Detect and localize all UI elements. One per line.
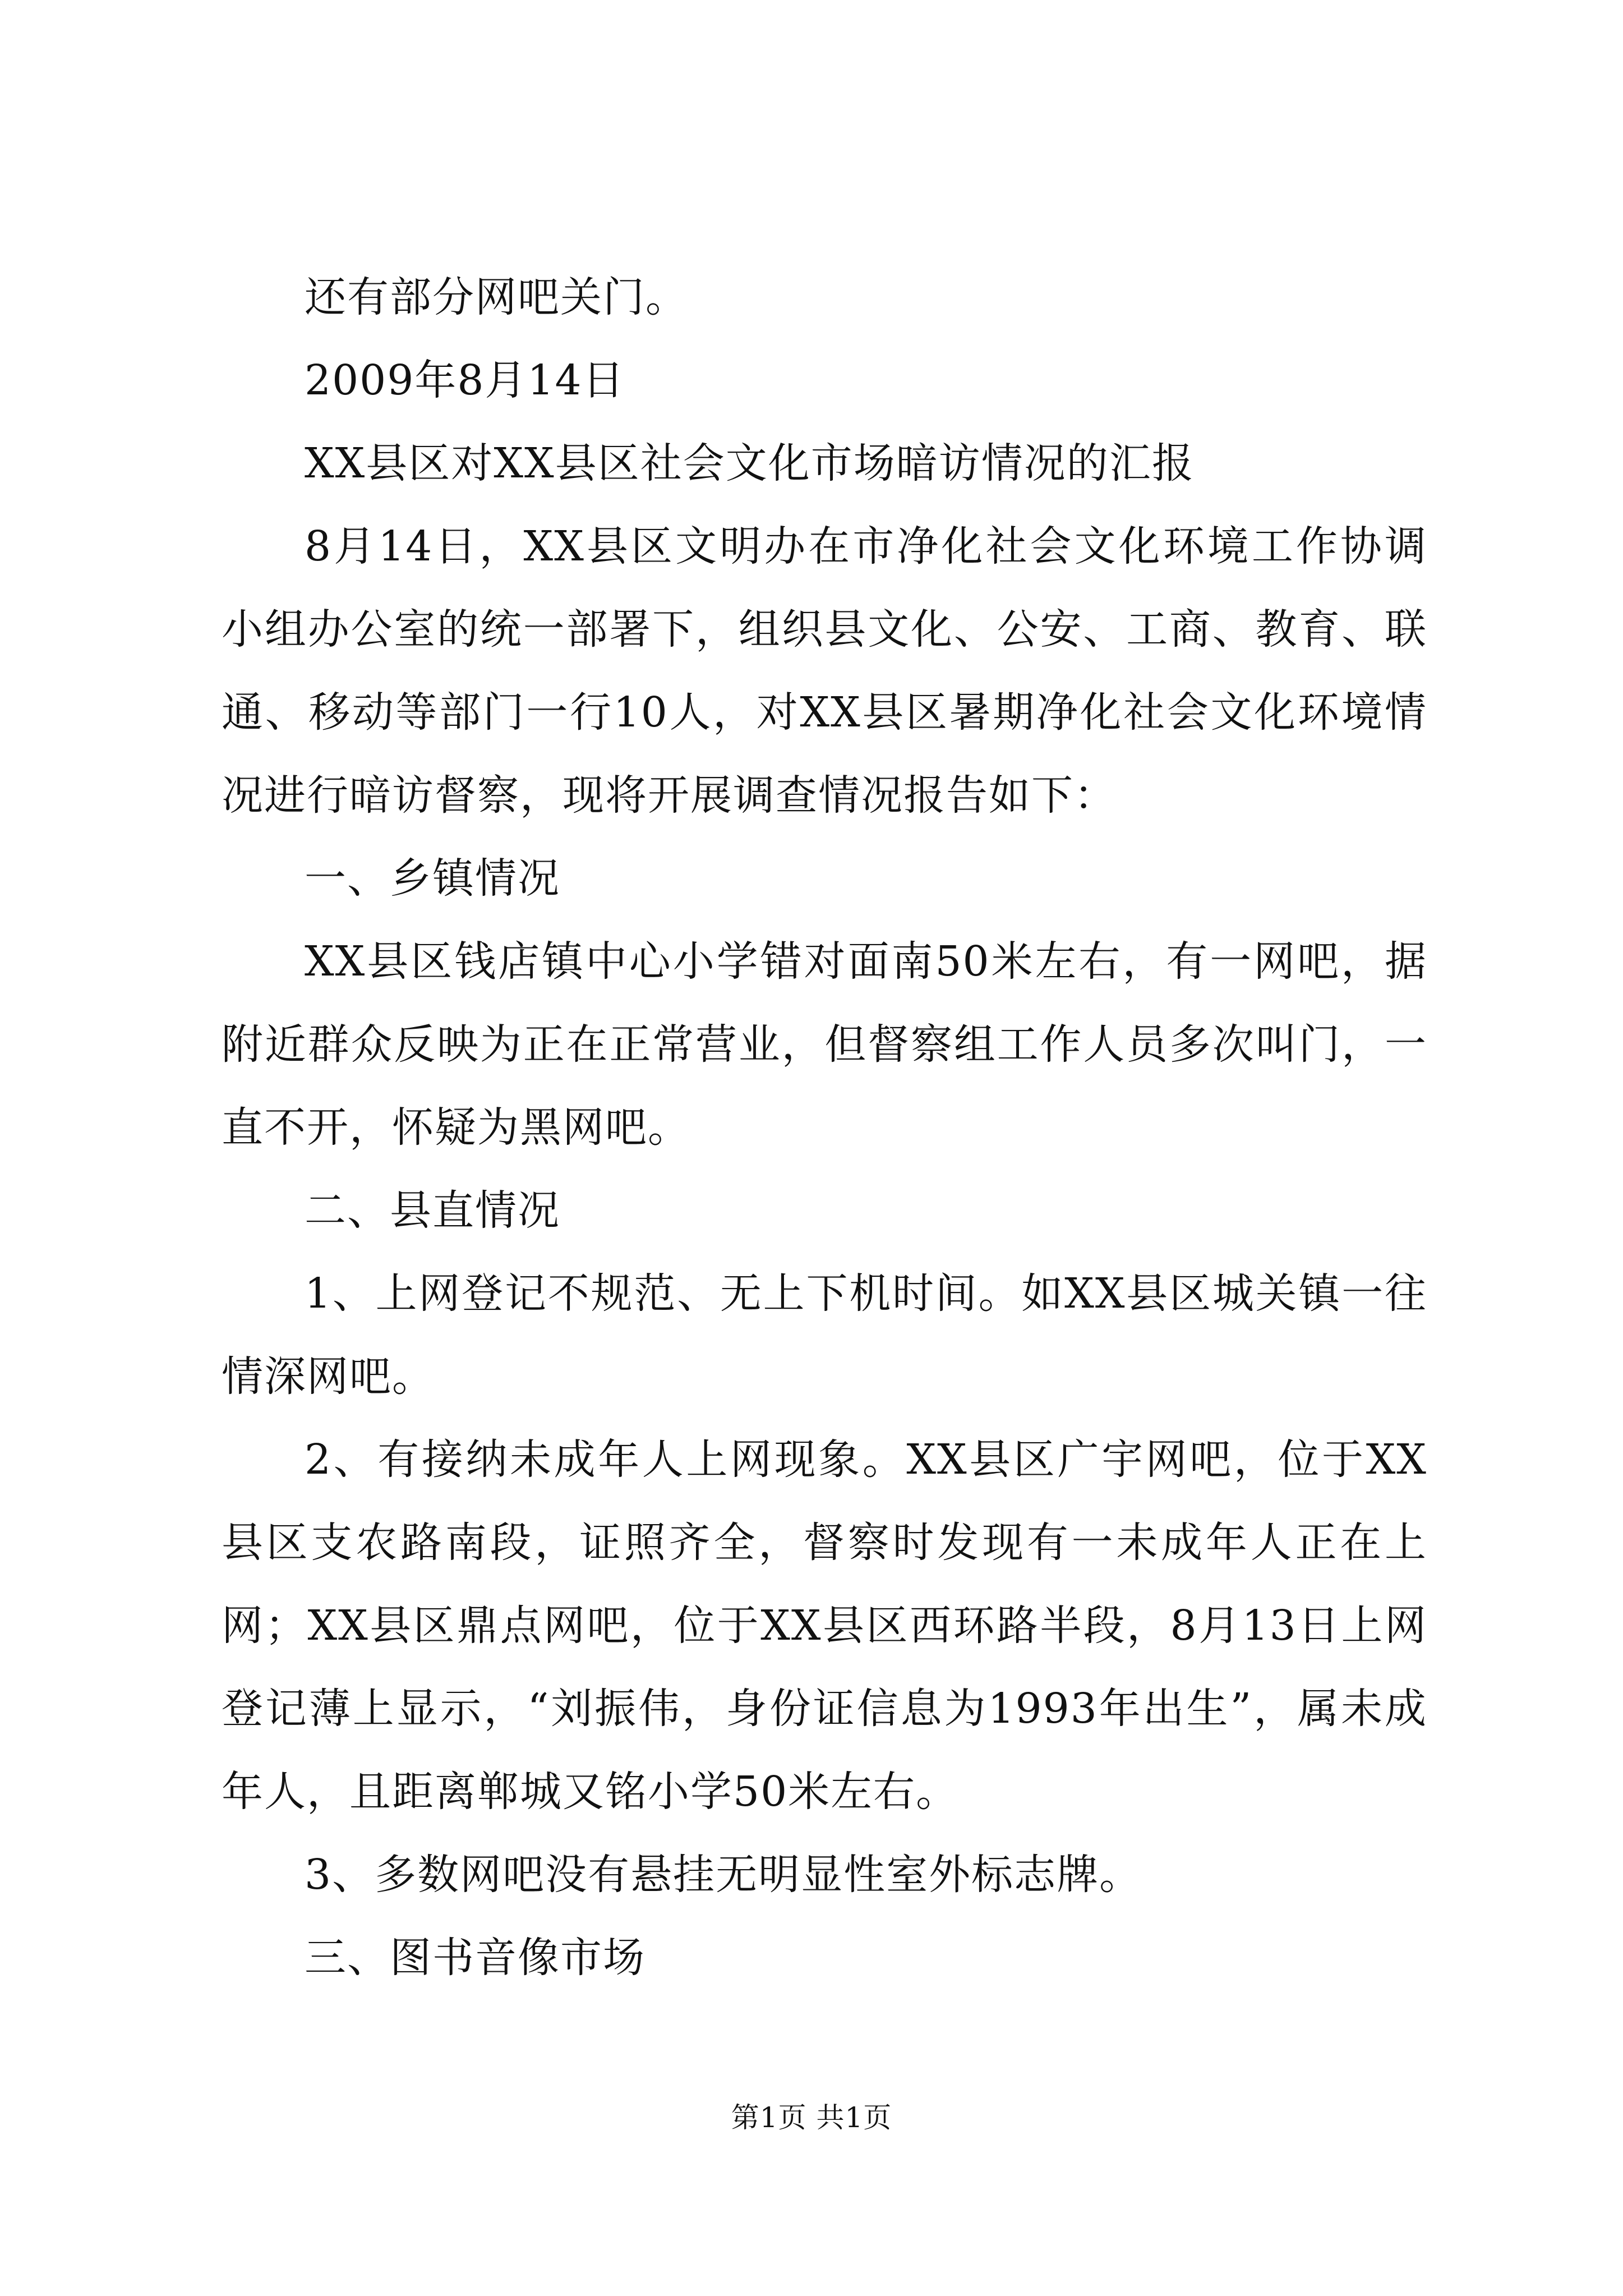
paragraph-intro: 8月14日，XX县区文明办在市净化社会文化环境工作协调小组办公室的统一部署下，组织县文化、公安、工商、教育、联通、移动等部门一行10人，对XX县区暑期净化社会文化环境情况进行暗访督察，现将开展调查情况报告如下： [222, 522, 1427, 820]
section-heading-books: 三、图书音像市场 [305, 1934, 645, 1982]
section-heading-county: 二、县直情况 [305, 1186, 560, 1235]
report-date: 2009年8月14日 [305, 356, 625, 404]
paragraph-towns: XX县区钱店镇中心小学错对面南50米左右，有一网吧，据附近群众反映为正在正常营业，但督察组工作人员多次叫门，一直不开，怀疑为黑网吧。 [222, 937, 1427, 1152]
report-title: XX县区对XX县区社会文化市场暗访情况的汇报 [305, 439, 1195, 487]
document-body [222, 256, 1427, 1999]
paragraph-continuation: 还有部分网吧关门。 [305, 273, 688, 321]
paragraph-item-3: 3、多数网吧没有悬挂无明显性室外标志牌。 [305, 1851, 1142, 1899]
section-heading-towns: 一、乡镇情况 [305, 854, 560, 903]
paragraph-item-1: 1、上网登记不规范、无上下机时间。如XX县区城关镇一往情深网吧。 [222, 1269, 1427, 1401]
paragraph-item-2: 2、有接纳未成年人上网现象。XX县区广宇网吧，位于XX县区支农路南段，证照齐全，督察时发现有一未成年人正在上网；XX县区鼎点网吧，位于XX县区西环路半段，8月13日上网登记薄上显示，“刘振伟，身份证信息为1993年出生”，属未成年人，且距离郸城又铭小学50米左右。 [222, 1435, 1427, 1816]
page-footer: 第1页 共1页 [731, 2101, 892, 2134]
